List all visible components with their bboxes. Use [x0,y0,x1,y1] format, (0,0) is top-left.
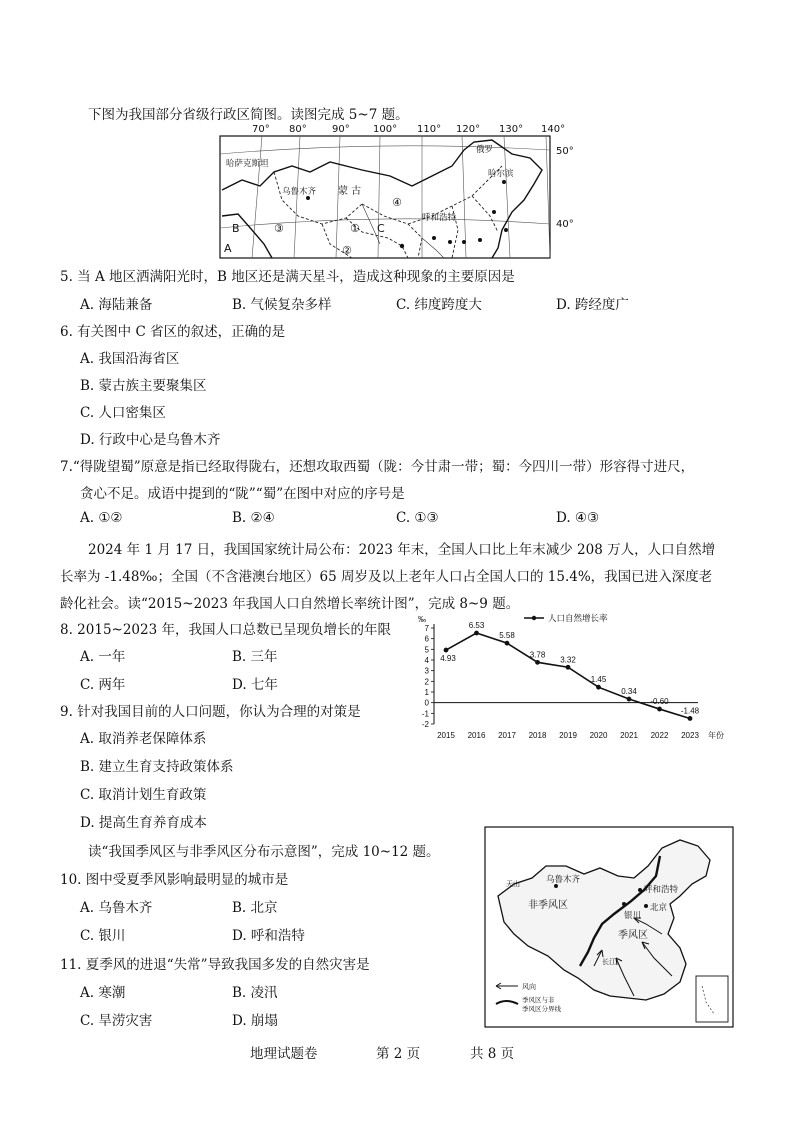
region-label: C [377,222,385,235]
data-label: 4.93 [440,654,456,664]
x-tick-label: 2023 [681,731,699,740]
footer-total: 共 8 页 [470,1046,515,1062]
data-label: -0.60 [650,697,669,707]
x-axis-label: 年份 [708,731,724,740]
q9-option-a: A. 取消养老保障体系 [80,731,207,747]
y-tick-label: 0 [424,698,429,708]
x-tick-label: 2020 [589,731,608,740]
label-mongolia: 蒙 古 [338,186,362,197]
q11-option-a: A. 寒潮 [80,985,126,1001]
x-tick-label: 2016 [467,731,486,740]
data-label: 5.58 [499,631,515,641]
lon-label: 80° [289,124,307,135]
label-tianshan: 天山 [506,880,520,888]
data-label: 3.32 [560,655,576,665]
section-intro-8-9-line1: 2024 年 1 月 17 日，我国国家统计局公布：2023 年末，全国人口比上年末减少 208 万人，人口自然增 [88,542,716,558]
data-point [627,697,632,702]
x-tick-label: 2015 [437,731,455,740]
region-label: ② [342,244,352,257]
data-point [596,685,601,690]
question-8-stem: 8. 2015~2023 年，我国人口总数已呈现负增长的年限 [60,622,391,638]
legend-wind: 风向 [522,983,536,991]
lat-label: 40° [556,219,574,230]
label-beijing: 北京 [650,903,668,913]
label-urumqi: 乌鲁木齐 [546,875,581,885]
label-monsoon: 季风区 [618,930,648,941]
lat-label: 50° [556,146,574,157]
data-label: 0.34 [621,687,637,697]
lon-label: 70° [252,124,270,135]
question-7-stem-line1: 7.“得陇望蜀”原意是指已经取得陇右，还想攻取西蜀（陇：今甘肃一带；蜀：今四川一带）形容得寸进尺， [60,459,695,475]
legend-boundary-l2: 季风区分界线 [522,1005,561,1013]
y-axis-unit: ‰ [418,615,426,624]
question-7-stem-line2: 贪心不足。成语中提到的“陇”“蜀”在图中对应的序号是 [80,486,405,502]
q11-option-d: D. 崩塌 [232,1013,278,1029]
q11-option-c: C. 旱涝灾害 [80,1013,153,1029]
data-label: -1.48 [680,706,700,716]
q5-option-b: B. 气候复杂多样 [232,297,332,313]
label-harbin: 哈尔滨 [488,169,514,179]
q5-option-c: C. 纬度跨度大 [396,297,482,313]
data-point [688,716,693,721]
q5-option-d: D. 跨经度广 [556,297,629,313]
data-label: 3.78 [529,650,546,660]
lon-label: 110° [417,124,442,135]
section-intro-8-9-line3: 龄化社会。读“2015~2023 年我国人口自然增长率统计图”，完成 8~9 题。 [60,596,520,612]
province-map [212,120,582,260]
q10-option-c: C. 银川 [80,928,126,944]
q7-option-b: B. ②④ [232,510,275,526]
data-point [535,660,540,665]
y-tick-label: 7 [424,624,429,633]
label-kazakhstan: 哈萨克斯坦 [226,159,269,169]
q11-option-b: B. 凌汛 [232,985,278,1001]
lon-label: 120° [456,124,481,135]
label-hohhot: 呼和浩特 [422,213,457,223]
q7-option-c: C. ①③ [396,510,439,526]
label-hohhot: 呼和浩特 [644,885,679,895]
question-9-stem: 9. 针对我国目前的人口问题，你认为合理的对策是 [60,704,361,720]
q9-option-d: D. 提高生育养育成本 [80,815,207,831]
x-tick-label: 2019 [559,731,577,740]
data-point [566,665,571,670]
data-point [505,641,510,646]
footer-page: 第 2 页 [376,1046,421,1062]
label-urumqi: 乌鲁木齐 [282,187,317,197]
lon-label: 140° [541,124,566,135]
y-tick-label: 4 [424,656,429,665]
region-label: B [232,222,240,235]
x-tick-label: 2022 [650,731,669,740]
y-tick-label: 3 [424,666,429,676]
q7-option-a: A. ①② [80,510,123,526]
region-label: A [224,242,232,255]
q9-option-b: B. 建立生育支持政策体系 [80,759,234,775]
label-changjiang: 长江 [602,958,616,966]
q9-option-c: C. 取消计划生育政策 [80,787,207,803]
q8-option-b: B. 三年 [232,649,278,665]
footer-subject: 地理试题卷 [250,1046,318,1062]
y-tick-label: -2 [421,720,429,729]
region-label: ④ [392,196,402,209]
lon-label: 90° [332,124,350,135]
question-6-stem: 6. 有关图中 C 省区的叙述，正确的是 [60,324,286,340]
y-tick-label: 5 [424,645,429,655]
y-tick-label: -1 [421,709,429,719]
y-tick-label: 1 [424,688,429,697]
q8-option-c: C. 两年 [80,677,126,693]
q8-option-a: A. 一年 [80,649,126,665]
y-tick-label: 6 [424,634,429,644]
section-intro-5-7: 下图为我国部分省级行政区简图。读图完成 5~7 题。 [88,107,409,123]
q6-option-d: D. 行政中心是乌鲁木齐 [80,432,221,448]
label-yinchuan: 银川 [624,911,642,921]
region-label: ③ [274,222,284,235]
q6-option-c: C. 人口密集区 [80,405,166,421]
x-tick-label: 2018 [528,731,547,740]
label-russia: 俄罗 [476,145,494,155]
monsoon-map [484,826,734,1028]
chart-svg [410,610,750,746]
legend-label: 人口自然增长率 [548,613,608,623]
question-10-stem: 10. 图中受夏季风影响最明显的城市是 [60,872,289,888]
q10-option-b: B. 北京 [232,900,278,916]
data-point [474,631,479,636]
q5-option-a: A. 海陆兼备 [80,297,153,313]
question-11-stem: 11. 夏季风的进退“失常”导致我国多发的自然灾害是 [60,957,370,973]
data-point [444,648,449,653]
legend-marker [532,616,536,620]
question-5-stem: 5. 当 A 地区洒满阳光时，B 地区还是满天星斗，造成这种现象的主要原因是 [60,269,515,285]
lon-label: 130° [499,124,524,135]
data-label: 6.53 [468,621,485,631]
data-label: 1.45 [590,675,607,685]
q7-option-d: D. ④③ [556,510,600,526]
x-tick-label: 2021 [620,731,638,740]
q10-option-a: A. 乌鲁木齐 [80,900,153,916]
label-non-monsoon: 非季风区 [528,900,568,911]
data-point [657,707,662,712]
q8-option-d: D. 七年 [232,677,278,693]
x-tick-label: 2017 [498,731,516,740]
section-intro-8-9-line2: 长率为 -1.48‰；全国（不含港澳台地区）65 周岁及以上老年人口占全国人口的 15.4%，我国已进入深度老 [60,569,713,585]
region-label: ① [350,222,360,235]
lon-label: 100° [373,124,398,135]
q10-option-d: D. 呼和浩特 [232,928,305,944]
q6-option-b: B. 蒙古族主要聚集区 [80,378,207,394]
population-growth-chart [410,610,750,746]
legend-boundary-l1: 季风区与非 [522,996,555,1004]
q6-option-a: A. 我国沿海省区 [80,351,180,367]
section-intro-10-12: 读“我国季风区与非季风区分布示意图”，完成 10~12 题。 [88,844,440,860]
y-tick-label: 2 [424,677,429,687]
